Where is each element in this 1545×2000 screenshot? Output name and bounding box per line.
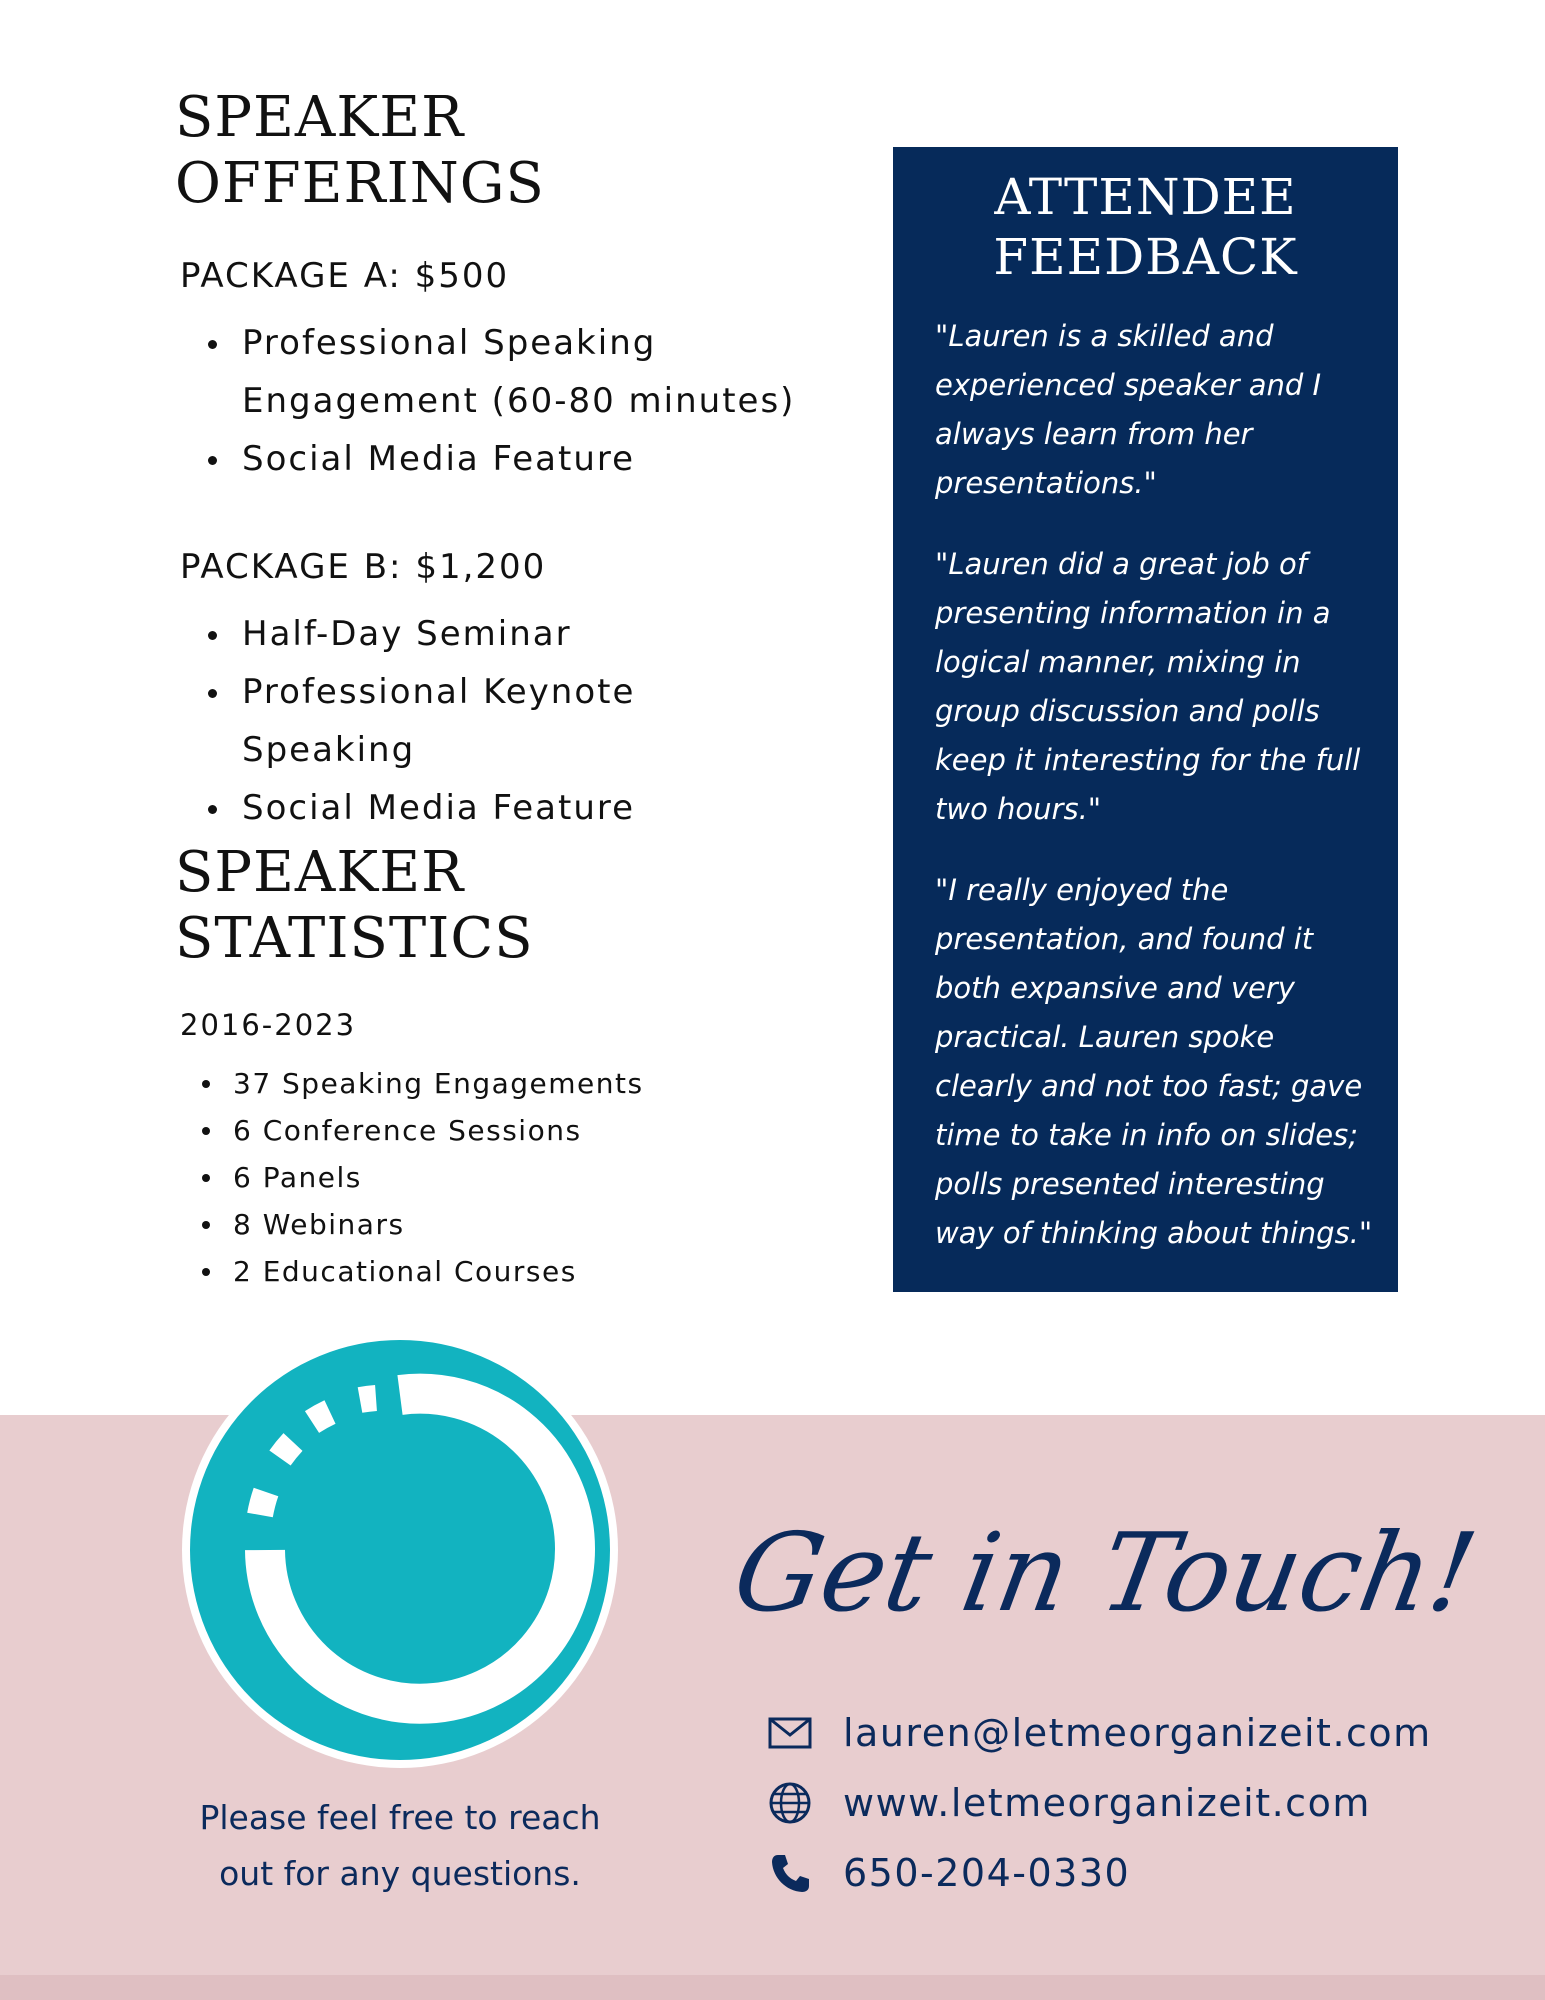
- email-link[interactable]: lauren@letmeorganizeit.com: [843, 1711, 1432, 1755]
- list-item: Professional Speaking Engagement (60-80 minutes): [200, 314, 820, 430]
- feedback-quote: "Lauren did a great job of presenting information in a logical manner, mixing in group discussion and polls keep it interesting for the full two hours.": [935, 547, 1361, 826]
- list-item: Half-Day Seminar: [200, 605, 820, 663]
- mail-icon: [765, 1708, 815, 1758]
- get-in-touch-text: Get in Touch!: [725, 1509, 1486, 1636]
- phone-number[interactable]: 650-204-0330: [843, 1851, 1131, 1895]
- package-a-heading: PACKAGE A: $500: [180, 256, 510, 296]
- website-link[interactable]: www.letmeorganizeit.com: [843, 1781, 1371, 1825]
- feedback-quote: "Lauren is a skilled and experienced speaker and I always learn from her presentations.": [935, 319, 1322, 500]
- list-item: 6 Panels: [195, 1154, 795, 1201]
- package-b-heading: PACKAGE B: $1,200: [180, 547, 547, 587]
- logo-ring-icon: [180, 1330, 620, 1770]
- feedback-title: ATTENDEE FEEDBACK: [993, 168, 1298, 286]
- contact-email-row: [765, 1703, 1465, 1763]
- footer-strip: [0, 1975, 1545, 2000]
- list-item: Social Media Feature: [200, 430, 820, 488]
- contact-phone-row: [765, 1843, 1465, 1903]
- feedback-quote: "I really enjoyed the presentation, and found it both expansive and very practical. Lauren spoke clearly and not too fast; gave time to take in info on slides; polls presented interesting way of thinking about things.": [935, 873, 1373, 1250]
- statistics-list: [195, 1060, 795, 1295]
- list-item: 37 Speaking Engagements: [195, 1060, 795, 1107]
- list-item: 6 Conference Sessions: [195, 1107, 795, 1154]
- get-in-touch-heading: [725, 1495, 1486, 1655]
- package-a-list: [200, 314, 820, 488]
- feedback-panel: [893, 147, 1398, 1292]
- offerings-title: SPEAKER OFFERINGS: [175, 85, 545, 216]
- reach-out-text: Please feel free to reach out for any questions.: [199, 1798, 601, 1893]
- contact-website-row: [765, 1773, 1465, 1833]
- list-item: 8 Webinars: [195, 1201, 795, 1248]
- phone-icon: [765, 1848, 815, 1898]
- statistics-years: 2016-2023: [180, 1008, 357, 1042]
- package-b-list: [200, 605, 820, 837]
- statistics-title: SPEAKER STATISTICS: [175, 840, 534, 971]
- list-item: 2 Educational Courses: [195, 1248, 795, 1295]
- list-item: Professional Keynote Speaking: [200, 663, 820, 779]
- globe-icon: [765, 1778, 815, 1828]
- list-item: Social Media Feature: [200, 779, 820, 837]
